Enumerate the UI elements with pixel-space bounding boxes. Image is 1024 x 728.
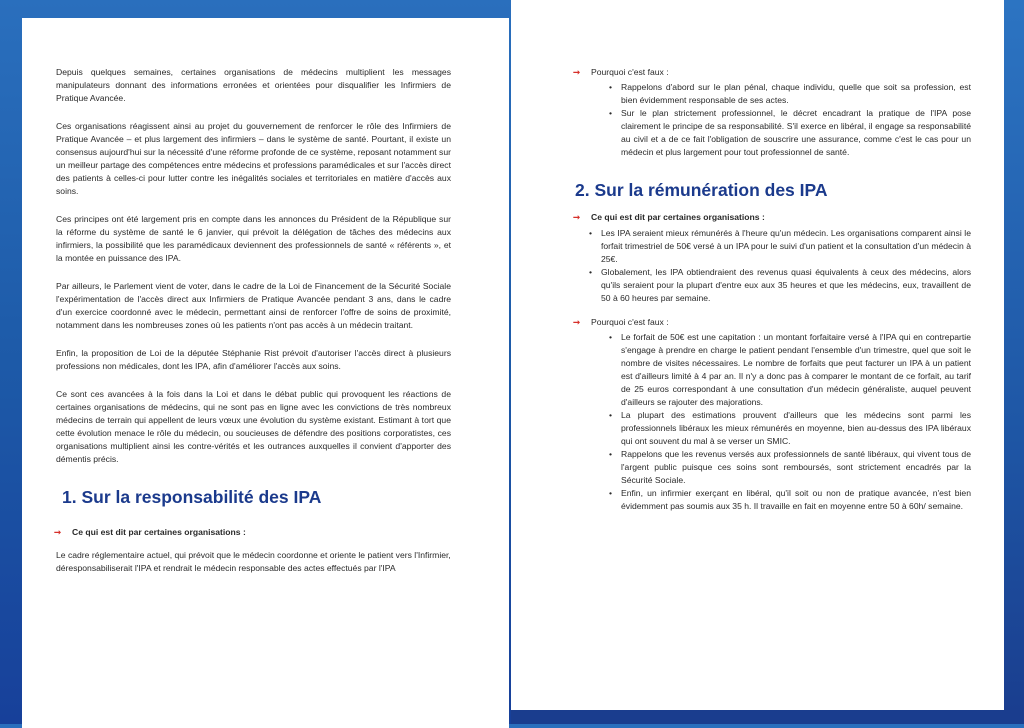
list-item: • La plupart des estimations prouvent d'ailleurs que les médecins sont parmi les professionnels libéraux les mieux rémunérés en moyenne, bien au-dessus des IPA libéraux qui ont souvent du mal à se verser un SMIC. <box>621 409 971 448</box>
section-1-subheading <box>56 526 451 539</box>
faux-1-list <box>575 81 971 159</box>
list-item: • Globalement, les IPA obtiendraient des revenus quasi équivalents à ceux des médecins, alors qu'ils seraient pour la plupart d'entre eux aux 35 heures et que les médecins, eux, travaillent de 50 à 60 heures par semaine. <box>601 266 971 305</box>
subheading-text: Pourquoi c'est faux : <box>591 67 669 77</box>
list-item: • Enfin, un infirmier exerçant en libéral, qu'il soit ou non de pratique avancée, n'est bien évidemment pas soumis aux 35 h. Il travaille en fait en moyenne entre 50 à 60h/ semaine. <box>621 487 971 513</box>
background-bar <box>511 710 1024 724</box>
list-item: • Le forfait de 50€ est une capitation : un montant forfaitaire versé à l'IPA qui en contrepartie s'engage à prendre en charge le patient pendant l'ensemble d'un trimestre, quel que soit le nombre de visites nécessaires. Le nombre de forfaits que peut facturer un IPA à un patient est d'ailleurs limité à 4 par an. Il n'y a donc pas à comparer le montant de ce forfait, au tarif de 25 euros correspondant à une consultation d'un médecin généraliste, auquel peuvent d'ailleurs se rajouter des majorations. <box>621 331 971 409</box>
body-paragraph: Ces organisations réagissent ainsi au projet du gouvernement de renforcer le rôle des Infirmiers de Pratique Avancée – et plus largement des infirmiers – dans le système de santé. Pourtant, il existe un consensus aujourd'hui sur la nécessité d'une réforme profonde de ce système, reposant notamment sur un meilleur partage des compétences entre médecins et professions paramédicales et sur l'accès direct des patients à celles-ci pour lutter contre les inégalités sociales et territoriales en matière d'accès aux soins. <box>56 121 451 196</box>
left-column <box>56 66 451 590</box>
red-arrow-icon: ➞ <box>573 317 581 327</box>
body-paragraph: Enfin, la proposition de Loi de la députée Stéphanie Rist prévoit d'autoriser l'accès direct à plusieurs professions non médicales, dont les IPA, afin d'améliorer l'accès aux soins. <box>56 348 451 371</box>
background-strip <box>1004 0 1024 724</box>
section-2-list <box>575 227 971 305</box>
faux-1-subheading <box>575 66 971 79</box>
red-arrow-icon: ➞ <box>573 67 581 77</box>
subheading-text: Ce qui est dit par certaines organisations : <box>591 212 765 222</box>
faux-2-list <box>575 331 971 513</box>
list-item: • Rappelons que les revenus versés aux professionnels de santé libéraux, qui vivent tous de l'argent public puisque ces soins sont remboursés, sont strictement encadrés par la Sécurité Sociale. <box>621 448 971 487</box>
list-item: • Sur le plan strictement professionnel, le décret encadrant la pratique de l'IPA pose clairement le principe de sa responsabilité. S'il exerce en libéral, il engage sa responsabilité au civil et a de ce fait l'obligation de souscrire une assurance, comme c'est le cas pour un médecin et plus largement pour tout professionnel de santé. <box>621 107 971 159</box>
subheading-text: Pourquoi c'est faux : <box>591 317 669 327</box>
section-2-subheading <box>575 211 971 224</box>
red-arrow-icon: ➞ <box>54 527 62 537</box>
faux-2-subheading <box>575 316 971 329</box>
list-item: • Les IPA seraient mieux rémunérés à l'heure qu'un médecin. Les organisations comparent ainsi le forfait trimestriel de 50€ versé à un IPA pour le suivi d'un patient et la consultation d'un médecin à 25€. <box>601 227 971 266</box>
subheading-text: Ce qui est dit par certaines organisations : <box>72 527 246 537</box>
section-1-title: 1. Sur la responsabilité des IPA <box>62 487 322 507</box>
list-item: • Rappelons d'abord sur le plan pénal, chaque individu, quelle que soit sa profession, est bien évidemment responsable de ses actes. <box>621 81 971 107</box>
body-paragraph: Par ailleurs, le Parlement vient de voter, dans le cadre de la Loi de Financement de la Sécurité Sociale l'expérimentation de l'accès direct aux Infirmiers de Pratique Avancée pendant 3 ans, dans le cadre d'un exercice coordonné avec le médecin, permettant ainsi de renforcer l'offre de soins de proximité, notamment dans les nombreuses zones où les patients n'ont pas accès à un médecin traitant. <box>56 281 451 330</box>
red-arrow-icon: ➞ <box>573 212 581 222</box>
right-column <box>575 66 971 513</box>
intro-paragraph: Depuis quelques semaines, certaines organisations de médecins multiplient les messages manipulateurs donnant des informations erronées et orientées pour disqualifier les Infirmiers de Pratique Avancée. <box>56 67 451 103</box>
section-1-text: Le cadre réglementaire actuel, qui prévoit que le médecin coordonne et oriente le patient vers l'Infirmier, déresponsabiliserait l'IPA et rendrait le médecin responsable des actes effectués par l'IPA <box>56 550 451 573</box>
body-paragraph: Ce sont ces avancées à la fois dans la Loi et dans le débat public qui provoquent les réactions de certaines organisations de médecins, qui ne sont pas en ligne avec les convictions de très nombreux médecins de terrain qui appellent de leurs vœux une évolution du système existant. Estimant à tort que cette évolution menace le rôle du médecin, ou soucieuses de défendre des positions corporatistes, ces organisations multiplient ainsi les contre-vérités et les outrances auxquelles il convient d'apporter des démentis précis. <box>56 389 451 464</box>
body-paragraph: Ces principes ont été largement pris en compte dans les annonces du Président de la République sur la réforme du système de santé le 6 janvier, qui prévoit la délégation de tâches des médecins aux infirmiers, la possibilité que les paramédicaux deviennent des professionnels de santé « référents », et la montée en puissance des IPA. <box>56 214 451 263</box>
section-2-title: 2. Sur la rémunération des IPA <box>575 180 828 200</box>
